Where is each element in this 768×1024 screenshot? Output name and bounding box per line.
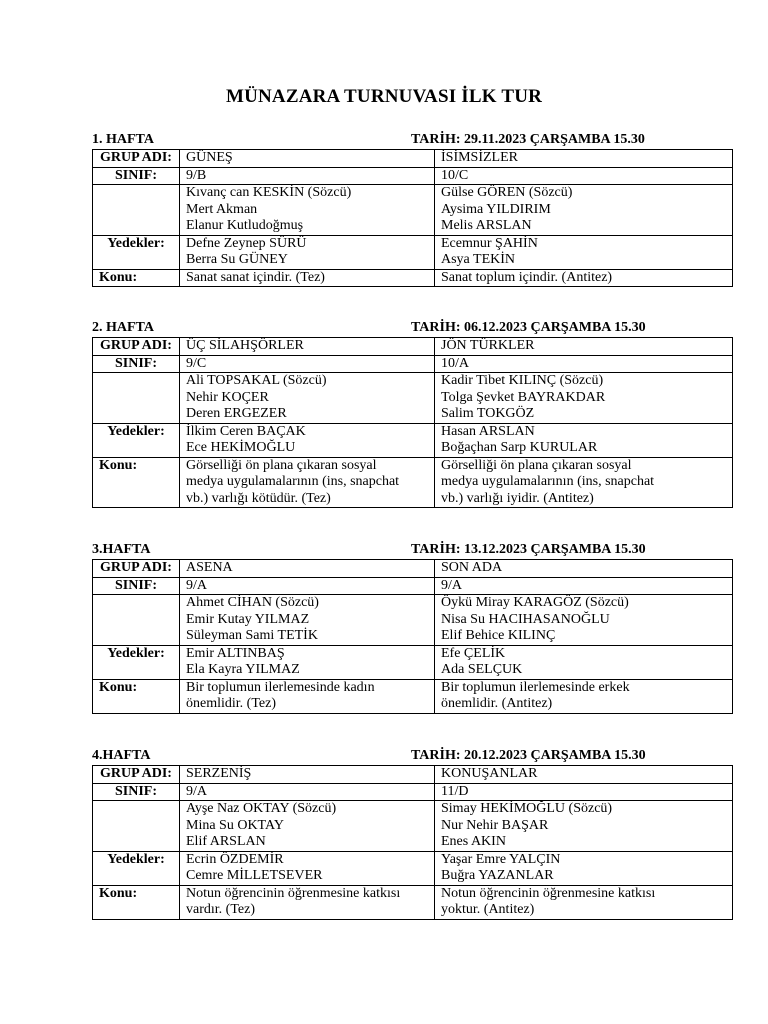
cell-line: Berra Su GÜNEY — [186, 252, 288, 267]
week-label: 4.HAFTA — [92, 748, 151, 763]
cell-line: Efe ÇELİK — [441, 645, 506, 661]
cell-line: Ahmet CİHAN (Sözcü) — [186, 595, 319, 610]
team-name: ASENA — [180, 560, 435, 578]
cell-line: Sanat toplum içindir. (Antitez) — [441, 269, 613, 285]
team-reserves — [435, 645, 733, 679]
team-topic — [435, 885, 733, 919]
team-class: 9/A — [435, 577, 733, 595]
label-topic: Konu: — [93, 269, 180, 287]
row-reserves — [93, 645, 733, 679]
cell-line: Emir Kutay YILMAZ — [186, 611, 310, 627]
team-members — [435, 373, 733, 424]
team-members — [180, 185, 435, 236]
cell-line: medya uygulamalarının (ins, snapchat — [441, 474, 655, 489]
row-class — [93, 783, 733, 801]
row-reserves — [93, 851, 733, 885]
week-date: TARİH: 06.12.2023 ÇARŞAMBA 15.30 — [411, 320, 646, 335]
row-topic — [93, 885, 733, 919]
cell-line: Defne Zeynep SÜRÜ — [186, 235, 307, 251]
team-name: İSİMSİZLER — [435, 150, 733, 168]
match-table — [92, 337, 733, 508]
team-reserves — [180, 645, 435, 679]
week-block — [92, 131, 733, 287]
row-group — [93, 338, 733, 356]
row-members — [93, 801, 733, 852]
cell-line: Nehir KOÇER — [186, 389, 269, 405]
label-class: SINIF: — [93, 167, 180, 185]
week-header — [92, 541, 733, 559]
cell-line: vb.) varlığı iyidir. (Antitez) — [441, 490, 594, 506]
cell-line: Emir ALTINBAŞ — [186, 645, 285, 661]
cell-line: Nisa Su HACIHASANOĞLU — [441, 611, 610, 627]
cell-line: önemlidir. (Antitez) — [441, 696, 553, 711]
team-reserves — [435, 423, 733, 457]
team-topic — [180, 679, 435, 713]
cell-line: Cemre MİLLETSEVER — [186, 868, 323, 883]
cell-line: Ecrin ÖZDEMİR — [186, 851, 284, 867]
label-group: GRUP ADI: — [93, 150, 180, 168]
team-name: SON ADA — [435, 560, 733, 578]
team-class: 9/C — [180, 355, 435, 373]
cell-line: Ela Kayra YILMAZ — [186, 662, 300, 677]
week-block — [92, 541, 733, 714]
team-name: GÜNEŞ — [180, 150, 435, 168]
team-members — [180, 595, 435, 646]
match-table — [92, 559, 733, 714]
cell-line: Yaşar Emre YALÇIN — [441, 851, 561, 867]
cell-line: Notun öğrencinin öğrenmesine katkısı — [186, 885, 401, 901]
row-reserves — [93, 423, 733, 457]
label-reserves: Yedekler: — [93, 645, 180, 679]
cell-line: vardır. (Tez) — [186, 902, 255, 917]
cell-line: Sanat sanat içindir. (Tez) — [186, 269, 325, 285]
match-table — [92, 149, 733, 287]
team-topic — [435, 457, 733, 508]
row-reserves — [93, 235, 733, 269]
team-class: 11/D — [435, 783, 733, 801]
cell-line: Ada SELÇUK — [441, 662, 523, 677]
row-topic — [93, 457, 733, 508]
cell-line: Ecemnur ŞAHİN — [441, 235, 538, 251]
week-block — [92, 747, 733, 920]
row-topic — [93, 679, 733, 713]
label-topic: Konu: — [93, 679, 180, 713]
row-class — [93, 577, 733, 595]
team-reserves — [180, 851, 435, 885]
page-title: MÜNAZARA TURNUVASI İLK TUR — [225, 86, 543, 107]
label-reserves: Yedekler: — [93, 423, 180, 457]
week-date: TARİH: 13.12.2023 ÇARŞAMBA 15.30 — [411, 542, 646, 557]
team-class: 9/B — [180, 167, 435, 185]
team-class: 9/A — [180, 783, 435, 801]
cell-line: Bir toplumun ilerlemesinde erkek — [441, 679, 630, 695]
row-group — [93, 560, 733, 578]
week-header — [92, 131, 733, 149]
label-empty — [93, 373, 180, 424]
cell-line: Öykü Miray KARAGÖZ (Sözcü) — [441, 595, 629, 610]
cell-line: Simay HEKİMOĞLU (Sözcü) — [441, 801, 613, 816]
row-members — [93, 595, 733, 646]
team-reserves — [435, 235, 733, 269]
week-header — [92, 747, 733, 765]
team-topic — [435, 679, 733, 713]
row-members — [93, 373, 733, 424]
team-name: JÖN TÜRKLER — [435, 338, 733, 356]
week-block — [92, 319, 733, 508]
cell-line: Notun öğrencinin öğrenmesine katkısı — [441, 885, 656, 901]
team-name: KONUŞANLAR — [435, 766, 733, 784]
cell-line: Bir toplumun ilerlemesinde kadın — [186, 679, 375, 695]
label-topic: Konu: — [93, 885, 180, 919]
cell-line: vb.) varlığı kötüdür. (Tez) — [186, 490, 331, 506]
team-topic — [180, 885, 435, 919]
cell-line: Tolga Şevket BAYRAKDAR — [441, 389, 606, 405]
cell-line: Mina Su OKTAY — [186, 817, 284, 833]
cell-line: Ali TOPSAKAL (Sözcü) — [186, 373, 327, 388]
week-header — [92, 319, 733, 337]
team-topic — [180, 457, 435, 508]
week-date: TARİH: 20.12.2023 ÇARŞAMBA 15.30 — [411, 748, 646, 763]
cell-line: Ece HEKİMOĞLU — [186, 440, 296, 455]
cell-line: Enes AKIN — [441, 834, 506, 849]
cell-line: medya uygulamalarının (ins, snapchat — [186, 474, 400, 489]
cell-line: Kadir Tibet KILINÇ (Sözcü) — [441, 373, 604, 388]
team-class: 10/A — [435, 355, 733, 373]
cell-line: Elanur Kutludoğmuş — [186, 218, 304, 233]
cell-line: Deren ERGEZER — [186, 406, 287, 421]
team-reserves — [435, 851, 733, 885]
row-class — [93, 355, 733, 373]
row-group — [93, 150, 733, 168]
cell-line: önemlidir. (Tez) — [186, 696, 276, 711]
label-class: SINIF: — [93, 577, 180, 595]
label-group: GRUP ADI: — [93, 766, 180, 784]
week-label: 1. HAFTA — [92, 132, 154, 147]
label-group: GRUP ADI: — [93, 338, 180, 356]
team-topic — [180, 269, 435, 287]
week-date: TARİH: 29.11.2023 ÇARŞAMBA 15.30 — [411, 132, 645, 147]
label-empty — [93, 595, 180, 646]
cell-line: Asya TEKİN — [441, 252, 516, 267]
cell-line: Ayşe Naz OKTAY (Sözcü) — [186, 801, 337, 816]
team-class: 9/A — [180, 577, 435, 595]
team-members — [435, 185, 733, 236]
label-topic: Konu: — [93, 457, 180, 508]
label-group: GRUP ADI: — [93, 560, 180, 578]
label-empty — [93, 185, 180, 236]
row-group — [93, 766, 733, 784]
team-members — [180, 373, 435, 424]
cell-line: Salim TOKGÖZ — [441, 406, 535, 421]
cell-line: Görselliği ön plana çıkaran sosyal — [441, 457, 632, 473]
row-members — [93, 185, 733, 236]
team-name: ÜÇ SİLAHŞÖRLER — [180, 338, 435, 356]
week-label: 3.HAFTA — [92, 542, 151, 557]
week-label: 2. HAFTA — [92, 320, 154, 335]
cell-line: Aysima YILDIRIM — [441, 201, 551, 217]
cell-line: Mert Akman — [186, 201, 258, 217]
cell-line: İlkim Ceren BAÇAK — [186, 423, 306, 439]
team-name: SERZENİŞ — [180, 766, 435, 784]
cell-line: Elif ARSLAN — [186, 834, 266, 849]
team-topic — [435, 269, 733, 287]
row-topic — [93, 269, 733, 287]
cell-line: Görselliği ön plana çıkaran sosyal — [186, 457, 377, 473]
cell-line: Nur Nehir BAŞAR — [441, 817, 549, 833]
cell-line: Kıvanç can KESKİN (Sözcü) — [186, 185, 352, 200]
label-reserves: Yedekler: — [93, 235, 180, 269]
label-class: SINIF: — [93, 783, 180, 801]
match-table — [92, 765, 733, 920]
cell-line: Süleyman Sami TETİK — [186, 628, 318, 643]
team-members — [435, 801, 733, 852]
cell-line: Buğra YAZANLAR — [441, 868, 554, 883]
label-class: SINIF: — [93, 355, 180, 373]
cell-line: Gülse GÖREN (Sözcü) — [441, 185, 573, 200]
cell-line: yoktur. (Antitez) — [441, 902, 535, 917]
label-empty — [93, 801, 180, 852]
label-reserves: Yedekler: — [93, 851, 180, 885]
cell-line: Hasan ARSLAN — [441, 423, 535, 439]
team-class: 10/C — [435, 167, 733, 185]
team-members — [180, 801, 435, 852]
team-members — [435, 595, 733, 646]
team-reserves — [180, 235, 435, 269]
team-reserves — [180, 423, 435, 457]
cell-line: Elif Behice KILINÇ — [441, 628, 556, 643]
cell-line: Melis ARSLAN — [441, 218, 532, 233]
cell-line: Boğaçhan Sarp KURULAR — [441, 440, 598, 455]
row-class — [93, 167, 733, 185]
